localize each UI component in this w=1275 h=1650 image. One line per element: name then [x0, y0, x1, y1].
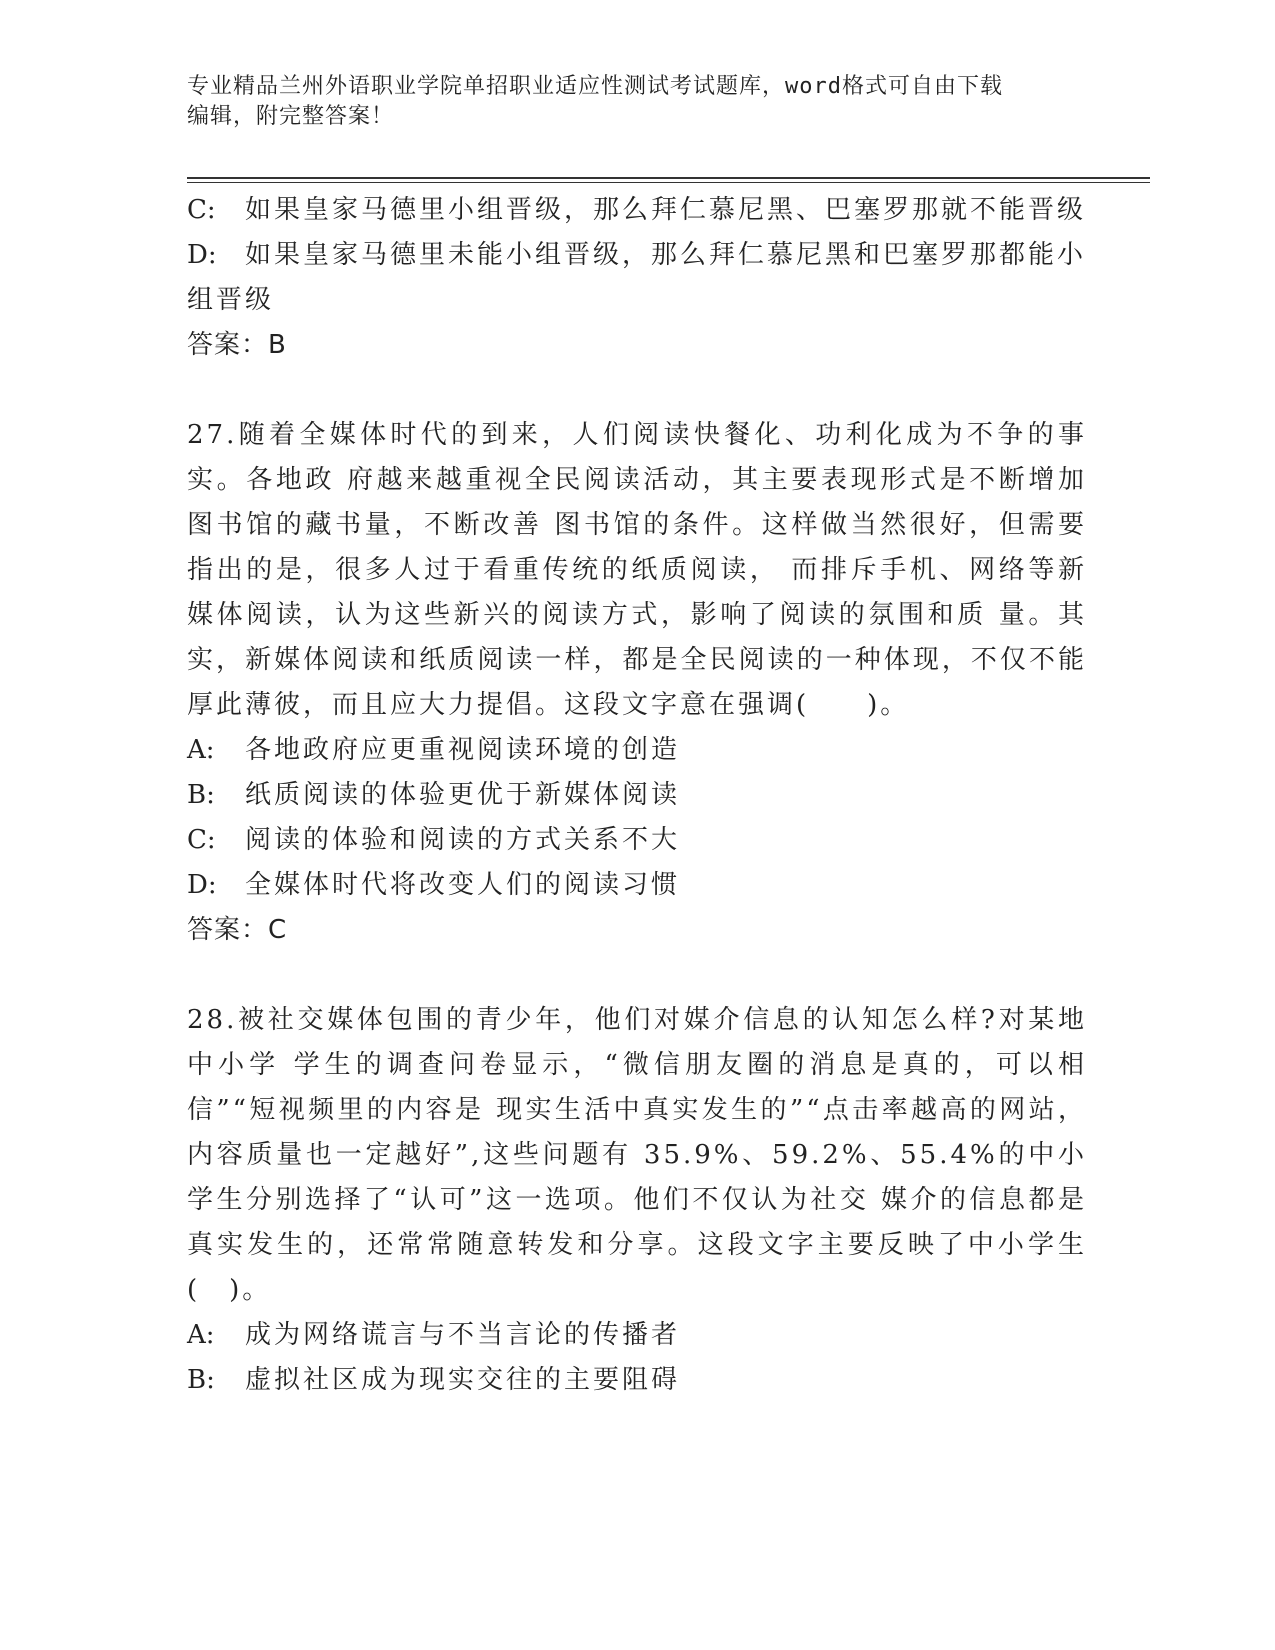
option-label: A: [187, 1320, 215, 1350]
option-text: 纸质阅读的体验更优于新媒体阅读 [245, 780, 681, 810]
option-label: D: [187, 240, 217, 270]
option-text: 全媒体时代将改变人们的阅读习惯 [245, 870, 681, 900]
option-c [187, 188, 1087, 233]
option-label: C: [187, 825, 216, 855]
option-label: A: [187, 735, 215, 765]
question-28: 28.被社交媒体包围的青少年，他们对媒介信息的认知怎么样?对某地中小学 学生的调查问卷显示，“微信朋友圈的消息是真的，可以相信”“短视频里的内容是 现实生活中真实发生的”“点击率越高的网站，内容质量也一定越好”,这些问题有 35.9%、59.2%、55.4%的中小学生分别选择了“认可”这一选项。他们不仅认为社交 媒介的信息都是真实发生的，还常常随意转发和分享。这段文字主要反映了中小学生( )。 [187, 1005, 1087, 1305]
document-header [187, 72, 1087, 132]
option-text: 虚拟社区成为现实交往的主要阻碍 [245, 1365, 681, 1395]
option-a [187, 728, 1087, 773]
document-body [187, 188, 1087, 1403]
option-label: C: [187, 195, 216, 225]
spacer [187, 953, 1087, 998]
header-line-2: 编辑，附完整答案！ [187, 104, 395, 129]
answer-27: 答案：C [187, 915, 288, 945]
option-text: 成为网络谎言与不当言论的传播者 [245, 1320, 681, 1350]
option-c [187, 818, 1087, 863]
option-d [187, 863, 1087, 908]
option-label: D: [187, 870, 217, 900]
option-text: 各地政府应更重视阅读环境的创造 [245, 735, 681, 765]
question-27: 27.随着全媒体时代的到来，人们阅读快餐化、功利化成为不争的事实。各地政 府越来越重视全民阅读活动，其主要表现形式是不断增加图书馆的藏书量，不断改善 图书馆的条件。这样做当然很好，但需要指出的是，很多人过于看重传统的纸质阅读， 而排斥手机、网络等新媒体阅读，认为这些新兴的阅读方式，影响了阅读的氛围和质 量。其实，新媒体阅读和纸质阅读一样，都是全民阅读的一种体现，不仅不能厚此薄彼，而且应大力提倡。这段文字意在强调( )。 [187, 420, 1087, 720]
spacer [187, 368, 1087, 413]
option-b [187, 1358, 1087, 1403]
option-text: 阅读的体验和阅读的方式关系不大 [245, 825, 681, 855]
option-text: 如果皇家马德里未能小组晋级，那么拜仁慕尼黑和巴塞罗那都能小组晋级 [187, 240, 1087, 315]
header-rule-thick [187, 177, 1150, 179]
option-label: B: [187, 1365, 215, 1395]
option-label: B: [187, 780, 215, 810]
header-rule-thin [187, 182, 1150, 183]
option-b [187, 773, 1087, 818]
option-a [187, 1313, 1087, 1358]
header-line-1: 专业精品兰州外语职业学院单招职业适应性测试考试题库，word格式可自由下载 [187, 74, 1003, 99]
option-d [187, 233, 1087, 323]
option-text: 如果皇家马德里小组晋级，那么拜仁慕尼黑、巴塞罗那就不能晋级 [245, 195, 1087, 225]
answer-26: 答案：B [187, 330, 287, 360]
